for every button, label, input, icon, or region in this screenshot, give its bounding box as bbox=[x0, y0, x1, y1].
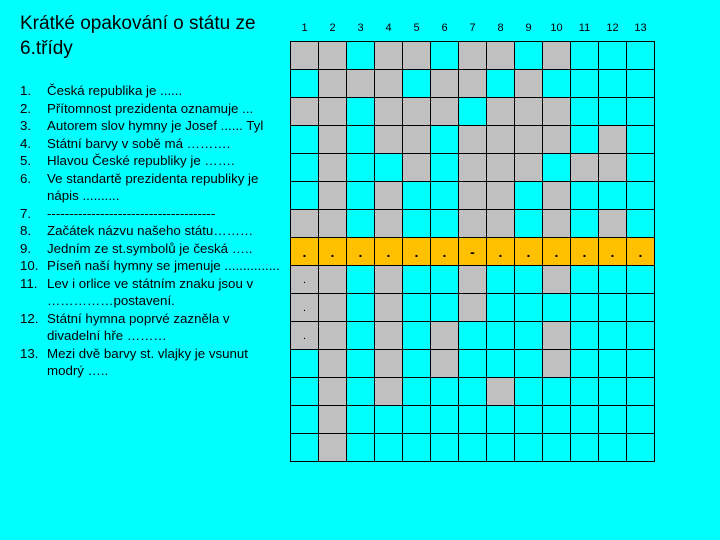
empty-cell bbox=[515, 406, 543, 434]
highlight-cell[interactable]: . bbox=[291, 238, 319, 266]
empty-cell bbox=[403, 322, 431, 350]
question-item bbox=[20, 170, 282, 205]
highlight-cell[interactable]: . bbox=[403, 238, 431, 266]
empty-cell bbox=[627, 406, 655, 434]
empty-cell bbox=[487, 434, 515, 462]
question-number: 2. bbox=[20, 100, 32, 116]
empty-cell bbox=[431, 406, 459, 434]
answer-cell[interactable] bbox=[375, 266, 403, 294]
empty-cell bbox=[403, 406, 431, 434]
answer-cell[interactable] bbox=[319, 210, 347, 238]
answer-cell[interactable] bbox=[543, 210, 571, 238]
question-text: Státní hymna poprvé zazněla v divadelní hře ……… bbox=[47, 310, 230, 343]
empty-cell bbox=[403, 294, 431, 322]
answer-cell[interactable] bbox=[403, 98, 431, 126]
empty-cell bbox=[431, 266, 459, 294]
empty-cell bbox=[515, 378, 543, 406]
answer-cell[interactable] bbox=[459, 70, 487, 98]
answer-cell[interactable] bbox=[487, 126, 515, 154]
answer-cell[interactable] bbox=[319, 322, 347, 350]
answer-cell[interactable] bbox=[459, 266, 487, 294]
highlight-cell[interactable]: . bbox=[319, 238, 347, 266]
answer-cell[interactable] bbox=[291, 42, 319, 70]
question-number: 6. bbox=[20, 170, 32, 186]
answer-cell[interactable] bbox=[319, 42, 347, 70]
answer-cell[interactable] bbox=[543, 266, 571, 294]
crossword-grid bbox=[290, 14, 655, 462]
question-item bbox=[20, 310, 282, 345]
empty-cell bbox=[459, 322, 487, 350]
empty-cell bbox=[627, 294, 655, 322]
question-text: Autorem slov hymny je Josef ...... Tyl bbox=[47, 118, 264, 133]
answer-cell[interactable] bbox=[319, 266, 347, 294]
empty-cell bbox=[515, 182, 543, 210]
highlight-cell[interactable]: . bbox=[487, 238, 515, 266]
empty-cell bbox=[459, 434, 487, 462]
empty-cell bbox=[431, 434, 459, 462]
empty-cell bbox=[571, 378, 599, 406]
empty-cell bbox=[347, 294, 375, 322]
answer-cell[interactable] bbox=[487, 98, 515, 126]
empty-cell bbox=[571, 210, 599, 238]
question-item bbox=[20, 117, 282, 135]
empty-cell bbox=[599, 98, 627, 126]
answer-cell[interactable] bbox=[487, 210, 515, 238]
question-item bbox=[20, 205, 282, 223]
grid-row bbox=[291, 98, 655, 126]
empty-cell bbox=[431, 154, 459, 182]
column-number: 8 bbox=[487, 14, 515, 42]
question-text: Hlavou České republiky je ……. bbox=[47, 153, 235, 168]
empty-cell bbox=[599, 350, 627, 378]
empty-cell bbox=[515, 266, 543, 294]
grid-row bbox=[291, 70, 655, 98]
question-text: Česká republika je ...... bbox=[47, 83, 183, 98]
empty-cell bbox=[627, 378, 655, 406]
answer-cell[interactable] bbox=[375, 350, 403, 378]
question-text: Začátek názvu našeho státu……… bbox=[47, 223, 254, 238]
answer-cell[interactable] bbox=[375, 322, 403, 350]
question-number: 10. bbox=[20, 258, 39, 273]
highlight-cell[interactable]: . bbox=[599, 238, 627, 266]
answer-cell[interactable] bbox=[431, 350, 459, 378]
answer-cell[interactable] bbox=[543, 42, 571, 70]
empty-cell bbox=[627, 350, 655, 378]
empty-cell bbox=[347, 42, 375, 70]
empty-cell bbox=[375, 434, 403, 462]
column-number: 6 bbox=[431, 14, 459, 42]
empty-cell bbox=[403, 210, 431, 238]
answer-cell[interactable] bbox=[599, 210, 627, 238]
answer-cell[interactable] bbox=[431, 322, 459, 350]
empty-cell bbox=[403, 182, 431, 210]
empty-cell bbox=[627, 210, 655, 238]
empty-cell bbox=[487, 70, 515, 98]
question-number: 3. bbox=[20, 118, 32, 133]
page-title: Krátké opakování o státu ze 6.třídy bbox=[20, 13, 256, 59]
answer-cell[interactable] bbox=[319, 70, 347, 98]
empty-cell bbox=[571, 434, 599, 462]
column-number: 4 bbox=[375, 14, 403, 42]
answer-cell[interactable] bbox=[319, 126, 347, 154]
empty-cell bbox=[571, 350, 599, 378]
answer-cell[interactable] bbox=[459, 210, 487, 238]
answer-cell[interactable] bbox=[487, 378, 515, 406]
answer-cell[interactable] bbox=[319, 294, 347, 322]
empty-cell bbox=[487, 406, 515, 434]
answer-cell[interactable] bbox=[375, 98, 403, 126]
empty-cell bbox=[627, 182, 655, 210]
empty-cell bbox=[347, 126, 375, 154]
empty-cell bbox=[543, 434, 571, 462]
empty-cell bbox=[599, 42, 627, 70]
question-text: Lev i orlice ve státním znaku jsou v ……………postavení. bbox=[47, 275, 254, 308]
empty-cell bbox=[571, 70, 599, 98]
empty-cell bbox=[459, 406, 487, 434]
highlight-cell[interactable]: . bbox=[375, 238, 403, 266]
answer-cell[interactable]: . bbox=[291, 322, 319, 350]
empty-cell bbox=[515, 210, 543, 238]
question-number: 5. bbox=[20, 153, 32, 168]
empty-cell bbox=[291, 434, 319, 462]
highlight-cell[interactable]: . bbox=[571, 238, 599, 266]
empty-cell bbox=[431, 182, 459, 210]
empty-cell bbox=[347, 210, 375, 238]
empty-cell bbox=[291, 378, 319, 406]
grid-row bbox=[291, 154, 655, 182]
empty-cell bbox=[599, 266, 627, 294]
answer-cell[interactable] bbox=[543, 350, 571, 378]
empty-cell bbox=[627, 42, 655, 70]
empty-cell bbox=[627, 266, 655, 294]
empty-cell bbox=[431, 126, 459, 154]
answer-cell[interactable] bbox=[431, 70, 459, 98]
empty-cell bbox=[515, 350, 543, 378]
question-text: Ve standartě prezidenta republiky je nápis .......... bbox=[47, 170, 259, 203]
question-item bbox=[20, 240, 282, 258]
empty-cell bbox=[571, 322, 599, 350]
answer-cell[interactable] bbox=[291, 98, 319, 126]
empty-cell bbox=[599, 322, 627, 350]
answer-cell[interactable] bbox=[375, 182, 403, 210]
empty-cell bbox=[375, 406, 403, 434]
column-number: 1 bbox=[291, 14, 319, 42]
answer-cell[interactable] bbox=[515, 70, 543, 98]
column-number: 11 bbox=[571, 14, 599, 42]
empty-cell bbox=[431, 210, 459, 238]
answer-cell[interactable] bbox=[459, 294, 487, 322]
question-item bbox=[20, 345, 282, 380]
empty-cell bbox=[291, 406, 319, 434]
empty-cell bbox=[571, 98, 599, 126]
empty-cell bbox=[571, 294, 599, 322]
question-item bbox=[20, 275, 282, 310]
empty-cell bbox=[627, 126, 655, 154]
empty-cell bbox=[347, 406, 375, 434]
question-number: 12. bbox=[20, 310, 39, 326]
answer-cell[interactable] bbox=[403, 126, 431, 154]
question-text: Státní barvy v sobě má ………. bbox=[47, 135, 231, 151]
column-number: 13 bbox=[627, 14, 655, 42]
empty-cell bbox=[347, 182, 375, 210]
empty-cell bbox=[403, 378, 431, 406]
column-number: 9 bbox=[515, 14, 543, 42]
answer-cell[interactable] bbox=[487, 42, 515, 70]
question-number: 4. bbox=[20, 135, 32, 151]
answer-cell[interactable] bbox=[347, 70, 375, 98]
empty-cell bbox=[431, 294, 459, 322]
question-text: Mezi dvě barvy st. vlajky je vsunut modrý ….. bbox=[47, 345, 249, 378]
empty-cell bbox=[599, 70, 627, 98]
empty-cell bbox=[543, 70, 571, 98]
answer-cell[interactable] bbox=[599, 154, 627, 182]
answer-cell[interactable] bbox=[487, 154, 515, 182]
answer-cell[interactable] bbox=[319, 154, 347, 182]
question-number: 1. bbox=[20, 83, 32, 98]
question-list bbox=[20, 82, 282, 380]
empty-cell bbox=[459, 350, 487, 378]
empty-cell bbox=[515, 434, 543, 462]
question-item bbox=[20, 135, 282, 153]
empty-cell bbox=[627, 154, 655, 182]
empty-cell bbox=[627, 322, 655, 350]
answer-cell[interactable] bbox=[599, 126, 627, 154]
grid-row bbox=[291, 238, 655, 266]
grid-row bbox=[291, 182, 655, 210]
empty-cell bbox=[291, 126, 319, 154]
answer-cell[interactable] bbox=[515, 154, 543, 182]
empty-cell bbox=[347, 98, 375, 126]
empty-cell bbox=[347, 378, 375, 406]
grid-row bbox=[291, 266, 655, 294]
grid-row bbox=[291, 42, 655, 70]
empty-cell bbox=[515, 42, 543, 70]
question-text: Píseň naší hymny se jmenuje ............... bbox=[47, 258, 280, 273]
empty-cell bbox=[599, 182, 627, 210]
question-item bbox=[20, 82, 282, 100]
empty-cell bbox=[403, 350, 431, 378]
empty-cell bbox=[347, 350, 375, 378]
highlight-cell[interactable]: . bbox=[515, 238, 543, 266]
question-item bbox=[20, 222, 282, 240]
grid-row bbox=[291, 378, 655, 406]
question-number: 11. bbox=[20, 275, 38, 291]
highlight-cell[interactable]: . bbox=[627, 238, 655, 266]
question-text: Jedním ze st.symbolů je česká ….. bbox=[47, 240, 253, 256]
answer-cell[interactable] bbox=[543, 322, 571, 350]
answer-cell[interactable] bbox=[459, 154, 487, 182]
empty-cell bbox=[543, 406, 571, 434]
question-item bbox=[20, 257, 282, 275]
empty-cell bbox=[347, 266, 375, 294]
answer-cell[interactable] bbox=[487, 182, 515, 210]
empty-cell bbox=[291, 154, 319, 182]
column-number: 3 bbox=[347, 14, 375, 42]
answer-cell[interactable] bbox=[459, 126, 487, 154]
answer-cell[interactable] bbox=[543, 182, 571, 210]
answer-cell[interactable] bbox=[431, 98, 459, 126]
empty-cell bbox=[627, 434, 655, 462]
answer-cell[interactable] bbox=[319, 98, 347, 126]
answer-cell[interactable] bbox=[515, 98, 543, 126]
answer-cell[interactable] bbox=[291, 210, 319, 238]
answer-cell[interactable] bbox=[319, 406, 347, 434]
empty-cell bbox=[571, 406, 599, 434]
empty-cell bbox=[543, 154, 571, 182]
highlight-cell[interactable]: - bbox=[459, 238, 487, 266]
grid-row bbox=[291, 350, 655, 378]
answer-cell[interactable]: . bbox=[291, 294, 319, 322]
empty-cell bbox=[571, 182, 599, 210]
column-number: 7 bbox=[459, 14, 487, 42]
empty-cell bbox=[599, 294, 627, 322]
empty-cell bbox=[431, 378, 459, 406]
empty-cell bbox=[571, 42, 599, 70]
answer-cell[interactable] bbox=[403, 42, 431, 70]
empty-cell bbox=[375, 154, 403, 182]
empty-cell bbox=[515, 294, 543, 322]
empty-cell bbox=[431, 42, 459, 70]
highlight-cell[interactable]: . bbox=[347, 238, 375, 266]
answer-cell[interactable] bbox=[571, 154, 599, 182]
empty-cell bbox=[543, 294, 571, 322]
answer-cell[interactable] bbox=[543, 126, 571, 154]
question-text: -------------------------------------- bbox=[47, 205, 216, 221]
answer-cell[interactable] bbox=[403, 154, 431, 182]
grid-row bbox=[291, 322, 655, 350]
grid-row bbox=[291, 294, 655, 322]
answer-cell[interactable] bbox=[515, 126, 543, 154]
question-number: 13. bbox=[20, 345, 39, 361]
answer-cell[interactable] bbox=[375, 70, 403, 98]
question-item bbox=[20, 100, 282, 118]
grid-row bbox=[291, 126, 655, 154]
empty-cell bbox=[599, 434, 627, 462]
empty-cell bbox=[403, 434, 431, 462]
column-number: 5 bbox=[403, 14, 431, 42]
column-number: 10 bbox=[543, 14, 571, 42]
question-number: 7. bbox=[20, 205, 32, 221]
empty-cell bbox=[487, 266, 515, 294]
answer-cell[interactable] bbox=[319, 378, 347, 406]
empty-cell bbox=[459, 378, 487, 406]
answer-cell[interactable] bbox=[375, 294, 403, 322]
answer-cell[interactable] bbox=[319, 350, 347, 378]
highlight-cell[interactable]: . bbox=[431, 238, 459, 266]
grid-row bbox=[291, 434, 655, 462]
answer-cell[interactable] bbox=[375, 42, 403, 70]
empty-cell bbox=[347, 322, 375, 350]
empty-cell bbox=[571, 266, 599, 294]
empty-cell bbox=[291, 350, 319, 378]
answer-cell[interactable] bbox=[459, 42, 487, 70]
grid-row bbox=[291, 210, 655, 238]
answer-cell[interactable] bbox=[319, 182, 347, 210]
question-item bbox=[20, 152, 282, 170]
empty-cell bbox=[459, 98, 487, 126]
column-number: 12 bbox=[599, 14, 627, 42]
empty-cell bbox=[599, 378, 627, 406]
question-text: Přítomnost prezidenta oznamuje ... bbox=[47, 100, 254, 116]
empty-cell bbox=[543, 378, 571, 406]
column-number: 2 bbox=[319, 14, 347, 42]
empty-cell bbox=[291, 182, 319, 210]
question-number: 9. bbox=[20, 240, 32, 256]
answer-cell[interactable] bbox=[375, 378, 403, 406]
empty-cell bbox=[487, 294, 515, 322]
empty-cell bbox=[347, 154, 375, 182]
answer-cell[interactable] bbox=[543, 98, 571, 126]
empty-cell bbox=[571, 126, 599, 154]
grid-row bbox=[291, 406, 655, 434]
empty-cell bbox=[627, 70, 655, 98]
answer-cell[interactable] bbox=[375, 210, 403, 238]
empty-cell bbox=[291, 70, 319, 98]
empty-cell bbox=[403, 70, 431, 98]
answer-cell[interactable]: . bbox=[291, 266, 319, 294]
answer-cell[interactable] bbox=[375, 126, 403, 154]
empty-cell bbox=[403, 266, 431, 294]
answer-cell[interactable] bbox=[459, 182, 487, 210]
empty-cell bbox=[599, 406, 627, 434]
empty-cell bbox=[627, 98, 655, 126]
empty-cell bbox=[487, 350, 515, 378]
empty-cell bbox=[515, 322, 543, 350]
empty-cell bbox=[347, 434, 375, 462]
answer-cell[interactable] bbox=[319, 434, 347, 462]
empty-cell bbox=[487, 322, 515, 350]
highlight-cell[interactable]: . bbox=[543, 238, 571, 266]
question-number: 8. bbox=[20, 223, 32, 238]
